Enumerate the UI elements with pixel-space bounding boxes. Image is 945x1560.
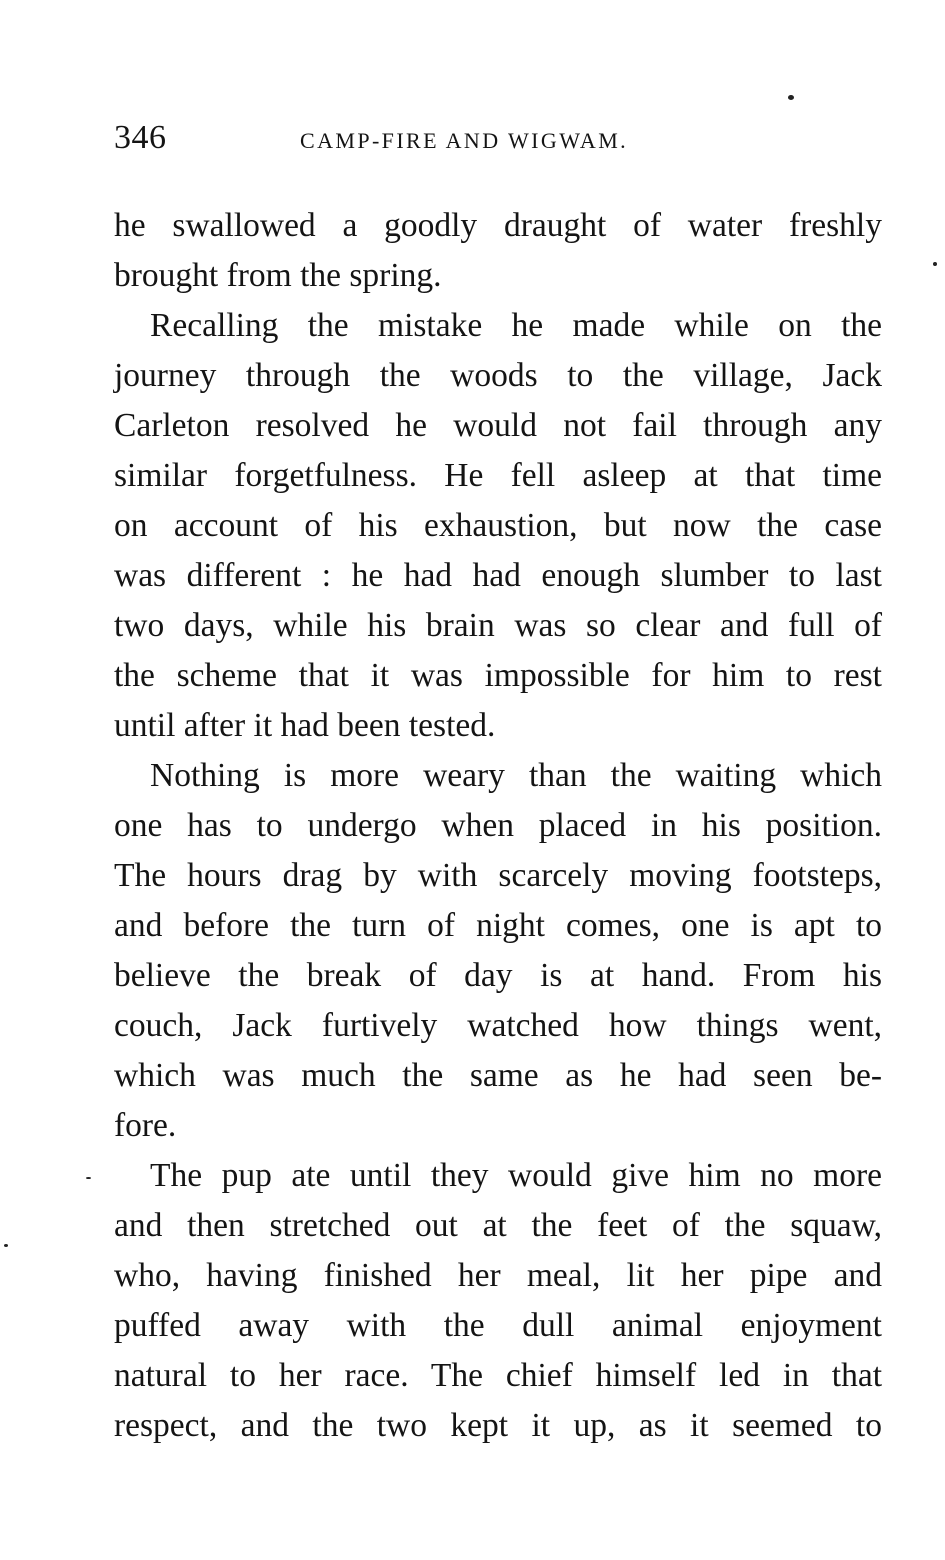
- text-line: journey through the woods to the village, Jack: [114, 357, 882, 394]
- ink-speck: [4, 1244, 8, 1247]
- ink-speck: [933, 262, 937, 266]
- text-line: which was much the same as he had seen be-: [114, 1057, 882, 1094]
- text-line: was different : he had had enough slumber to last: [114, 557, 882, 594]
- ink-speck: [788, 95, 794, 100]
- text-line: fore.: [114, 1107, 177, 1144]
- text-line: The pup ate until they would give him no more: [150, 1157, 882, 1194]
- text-line: natural to her race. The chief himself led in that: [114, 1357, 882, 1394]
- text-line: until after it had been tested.: [114, 707, 496, 744]
- text-line: brought from the spring.: [114, 257, 442, 294]
- page-number: 346: [114, 119, 167, 156]
- text-line: two days, while his brain was so clear and full of: [114, 607, 882, 644]
- running-head: [114, 116, 884, 166]
- body-text: [114, 201, 882, 1451]
- text-line: the scheme that it was impossible for him to rest: [114, 657, 882, 694]
- text-line: Recalling the mistake he made while on the: [150, 307, 882, 344]
- text-line: puffed away with the dull animal enjoyment: [114, 1307, 882, 1344]
- text-line: believe the break of day is at hand. From his: [114, 957, 882, 994]
- text-line: Carleton resolved he would not fail through any: [114, 407, 882, 444]
- text-line: The hours drag by with scarcely moving footsteps,: [114, 857, 882, 894]
- running-title: CAMP-FIRE AND WIGWAM.: [300, 128, 629, 153]
- text-line: couch, Jack furtively watched how things went,: [114, 1007, 882, 1044]
- text-line: Nothing is more weary than the waiting which: [150, 757, 882, 794]
- text-line: one has to undergo when placed in his position.: [114, 807, 882, 844]
- ink-speck: [86, 1177, 91, 1179]
- text-line: on account of his exhaustion, but now the case: [114, 507, 882, 544]
- text-line: respect, and the two kept it up, as it seemed to: [114, 1407, 882, 1444]
- text-line: similar forgetfulness. He fell asleep at that time: [114, 457, 882, 494]
- text-line: and before the turn of night comes, one is apt to: [114, 907, 882, 944]
- text-line: and then stretched out at the feet of the squaw,: [114, 1207, 882, 1244]
- text-line: who, having finished her meal, lit her pipe and: [114, 1257, 882, 1294]
- text-line: he swallowed a goodly draught of water freshly: [114, 207, 882, 244]
